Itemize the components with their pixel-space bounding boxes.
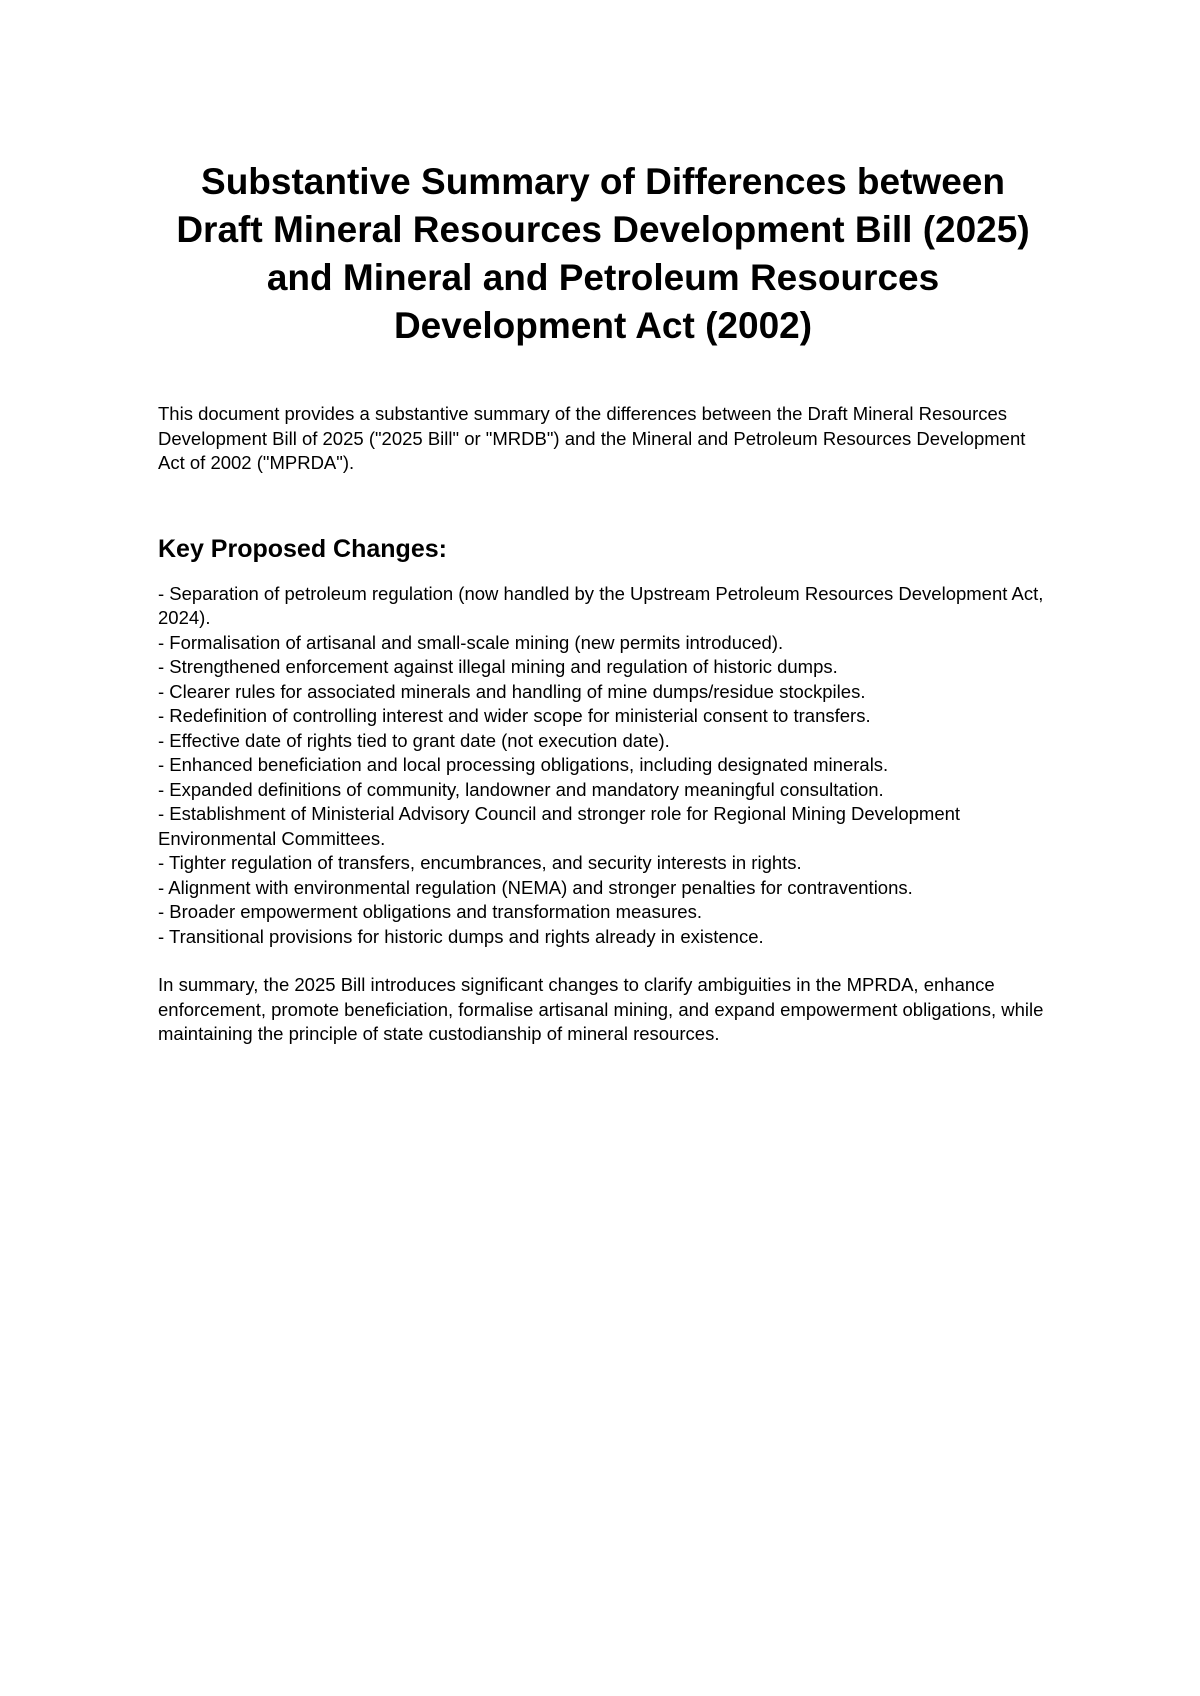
- change-item: - Effective date of rights tied to grant date (not execution date).: [158, 729, 670, 751]
- document-body: [158, 158, 1048, 1047]
- change-item: - Broader empowerment obligations and transformation measures.: [158, 901, 702, 922]
- change-item: - Transitional provisions for historic dumps and rights already in existence.: [158, 925, 764, 947]
- intro-paragraph: This document provides a substantive summary of the differences between the Draft Mineral Resources Development Bill of 2025 ("2025 Bill" or "MRDB") and the Mineral and Petroleum Resources Development Act of 2002 ("MPRDA").: [158, 403, 1026, 473]
- change-item: - Alignment with environmental regulation (NEMA) and stronger penalties for contraventions.: [158, 876, 913, 898]
- document-title: Substantive Summary of Differences between Draft Mineral Resources Development Bill (2025) and Mineral and Petroleum Resources Development Act (2002): [176, 161, 1030, 346]
- change-item: - Enhanced beneficiation and local processing obligations, including designated minerals.: [158, 754, 889, 775]
- key-changes-heading: Key Proposed Changes:: [158, 534, 447, 563]
- change-item: - Formalisation of artisanal and small-scale mining (new permits introduced).: [158, 631, 784, 653]
- change-item: - Separation of petroleum regulation (now handled by the Upstream Petroleum Resources Development Act, 2024).: [158, 582, 1044, 628]
- change-item: - Clearer rules for associated minerals and handling of mine dumps/residue stockpiles.: [158, 680, 866, 702]
- change-item: - Strengthened enforcement against illegal mining and regulation of historic dumps.: [158, 656, 838, 677]
- key-changes-list: [158, 582, 1048, 950]
- change-item: - Expanded definitions of community, landowner and mandatory meaningful consultation.: [158, 778, 884, 800]
- summary-paragraph: In summary, the 2025 Bill introduces significant changes to clarify ambiguities in the MPRDA, enhance enforcement, promote beneficiation, formalise artisanal mining, and expand empowerment obligations, while maintaining the principle of state custodianship of mineral resources.: [158, 974, 1044, 1044]
- change-item: - Tighter regulation of transfers, encumbrances, and security interests in rights.: [158, 852, 802, 873]
- change-item: - Redefinition of controlling interest and wider scope for ministerial consent to transfers.: [158, 705, 871, 726]
- change-item: - Establishment of Ministerial Advisory Council and stronger role for Regional Mining Development Environmental Committees.: [158, 803, 961, 849]
